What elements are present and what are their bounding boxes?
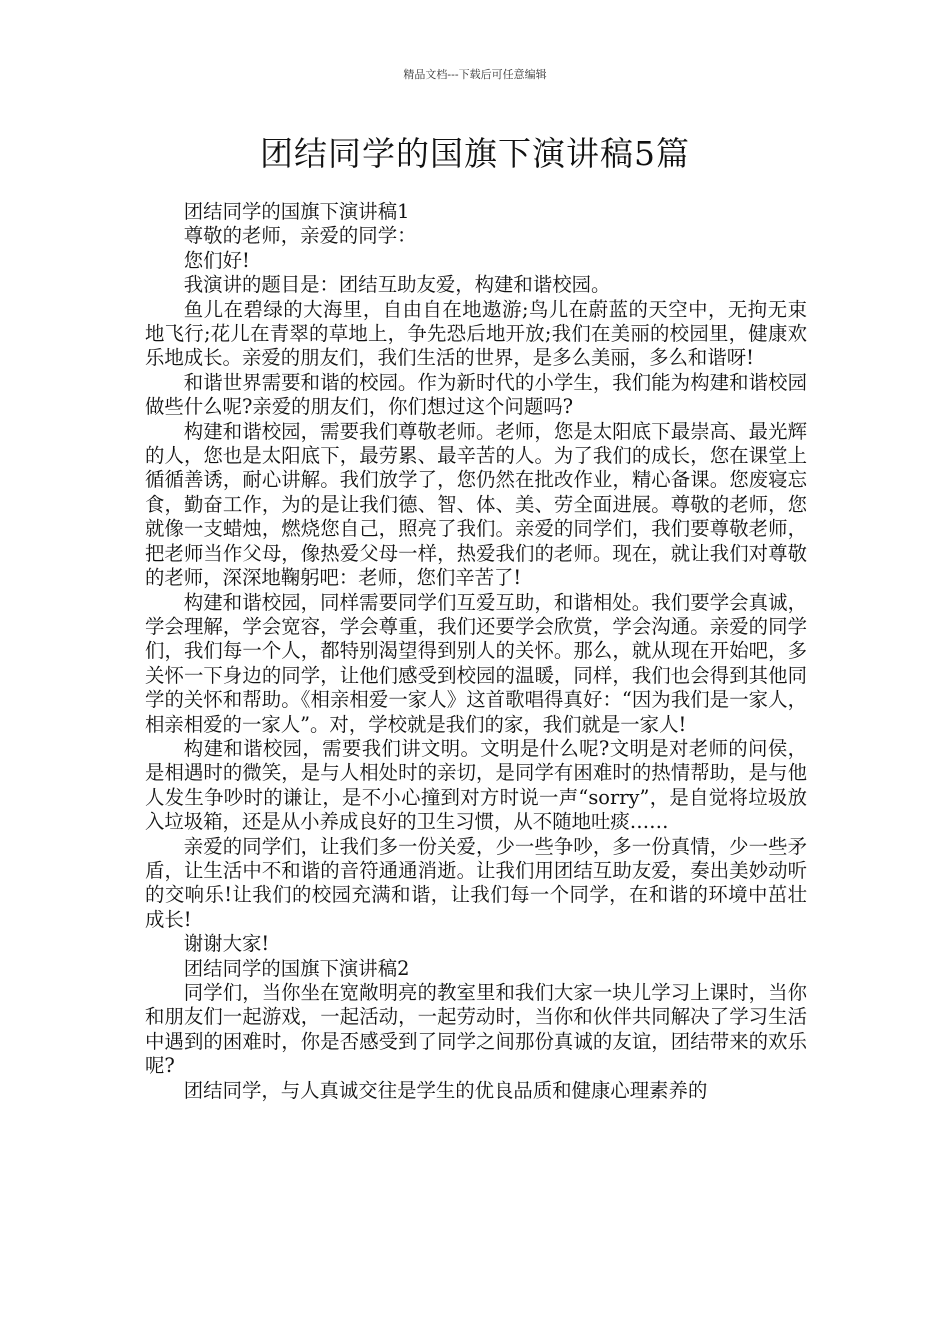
paragraph: 您们好!	[183, 248, 250, 272]
paragraph: 团结同学，与人真诚交往是学生的优良品质和健康心理素养的	[183, 1078, 708, 1102]
paragraph: 构建和谐校园，需要我们讲文明。文明是什么呢?文明是对老师的问侯，是相遇时的微笑，是与人相处时的亲切，是同学有困难时的热情帮助，是与他人发生争吵时的谦让，是不小心撞到对方时说一声“sorry”，是自觉将垃圾放入垃圾箱，还是从小养成良好的卫生习惯，从不随地吐痰……	[145, 736, 807, 834]
paragraph: 我演讲的题目是：团结互助友爱，构建和谐校园。	[183, 273, 611, 297]
paragraph: 鱼儿在碧绿的大海里，自由自在地遨游;鸟儿在蔚蓝的天空中，无拘无束地飞行;花儿在青翠的草地上，争先恐后地开放;我们在美丽的校园里，健康欢乐地成长。亲爱的朋友们，我们生活的世界，是多么美丽，多么和谐呀!	[145, 297, 807, 370]
document-body	[145, 200, 807, 1103]
paragraph: 同学们，当你坐在宽敞明亮的教室里和我们大家一块儿学习上课时，当你和朋友们一起游戏，一起活动，一起劳动时，当你和伙伴共同解决了学习生活中遇到的困难时，你是否感受到了同学之间那份真诚的友谊，团结带来的欢乐呢?	[145, 981, 807, 1078]
header-note: 精品文档---下载后可任意编辑	[403, 68, 547, 81]
paragraph: 谢谢大家!	[183, 932, 270, 956]
paragraph: 尊敬的老师，亲爱的同学：	[183, 224, 417, 248]
paragraph: 亲爱的同学们，让我们多一份关爱，少一些争吵，多一份真情，少一些矛盾，让生活中不和谐的音符通通消逝。让我们用团结互助友爱，奏出美妙动听的交响乐!让我们的校园充满和谐，让我们每一个同学，在和谐的环境中茁壮成长!	[145, 834, 807, 931]
paragraph: 构建和谐校园，同样需要同学们互爱互助，和谐相处。我们要学会真诚，学会理解，学会宽容，学会尊重，我们还要学会欣赏，学会沟通。亲爱的同学们，我们每一个人，都特别渴望得到别人的关怀。那么，就从现在开始吧，多关怀一下身边的同学，让他们感受到校园的温暖，同样，我们也会得到其他同学的关怀和帮助。《相亲相爱一家人》这首歌唱得真好：“因为我们是一家人，相亲相爱的一家人”。对，学校就是我们的家，我们就是一家人!	[145, 590, 807, 736]
paragraph: 团结同学的国旗下演讲稿2	[183, 956, 410, 980]
document-title: 团结同学的国旗下演讲稿5篇	[260, 134, 690, 173]
paragraph: 和谐世界需要和谐的校园。作为新时代的小学生，我们能为构建和谐校园做些什么呢?亲爱的朋友们，你们想过这个问题吗?	[145, 370, 807, 419]
paragraph: 构建和谐校园，需要我们尊敬老师。老师，您是太阳底下最崇高、最光辉的人，您也是太阳底下，最劳累、最辛苦的人。为了我们的成长，您在课堂上循循善诱，耐心讲解。我们放学了，您仍然在批改作业，精心备课。您废寝忘食，勤奋工作，为的是让我们德、智、体、美、劳全面进展。尊敬的老师，您就像一支蜡烛，燃烧您自己，照亮了我们。亲爱的同学们，我们要尊敬老师，把老师当作父母，像热爱父母一样，热爱我们的老师。现在，就让我们对尊敬的老师，深深地鞠躬吧：老师，您们辛苦了!	[145, 419, 807, 590]
paragraph: 团结同学的国旗下演讲稿1	[183, 200, 410, 223]
